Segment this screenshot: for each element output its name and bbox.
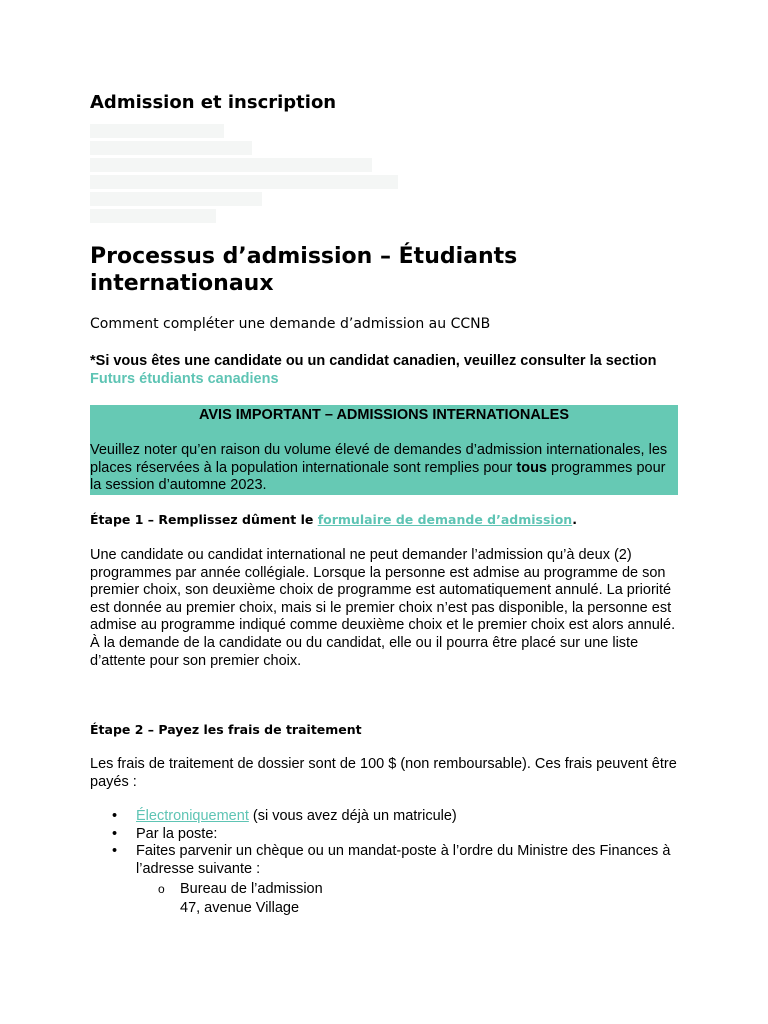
redacted-line: [90, 175, 398, 189]
bullet-icon: •: [112, 825, 118, 842]
redacted-line: [90, 141, 252, 155]
notice-text-end: programmes pour la session d’automne 2023.: [90, 459, 666, 493]
redacted-line: [90, 124, 224, 138]
step-1-period: .: [572, 512, 577, 527]
notice-title: AVIS IMPORTANT – ADMISSIONS INTERNATIONALES: [198, 407, 570, 423]
canadian-note: [90, 352, 680, 388]
mailing-address: [158, 880, 323, 917]
payment-methods-list: [90, 808, 680, 878]
list-item-text: (si vous avez déjà un matricule): [248, 808, 457, 824]
note-text: *Si vous êtes une candidate ou un candidat canadien, veuillez consulter la section: [90, 353, 657, 369]
bullet-icon: •: [112, 808, 118, 824]
notice-text: Veuillez noter qu’en raison du volume élevé de demandes d’admission internationales, les places réservées à la population internationale sont remplies pour: [90, 442, 668, 476]
step-1-paragraph: Une candidate ou candidat international ne peut demander l’admission qu’à deux (2) programmes par année collégiale. Lorsque la personne est admise au programme de son premier choix, son deuxième choix de programme est automatiquement annulé. La priorité est donnée au premier choix, mais si le premier choix n’est pas disponible, la personne est admise au programme indiqué comme deuxième choix et le premier choix est alors annulé. À la demande de la candidate ou du candidat, elle ou il pourra être placé sur une liste d’attente pour son premier choix.: [90, 547, 676, 669]
list-item-text: Faites parvenir un chèque ou un mandat-poste à l’ordre du Ministre des Finances à l’adresse suivante :: [136, 843, 671, 877]
step-1-label: Étape 1 – Remplissez dûment le: [90, 512, 318, 527]
address-line-2: 47, avenue Village: [180, 899, 300, 916]
step-1-heading: [90, 512, 577, 528]
list-item-text: Par la poste:: [136, 825, 218, 842]
link-electroniquement[interactable]: Électroniquement: [136, 808, 249, 824]
redacted-line: [90, 192, 262, 206]
notice-body: [90, 442, 678, 495]
redacted-line: [90, 158, 372, 172]
link-formulaire-admission[interactable]: formulaire de demande d’admission: [317, 512, 573, 527]
sub-bullet-icon: o: [158, 882, 165, 896]
section-heading: Admission et inscription: [90, 92, 337, 113]
list-item: [90, 808, 680, 826]
important-notice: [90, 405, 678, 495]
link-futurs-etudiants[interactable]: Futurs étudiants canadiens: [90, 371, 279, 387]
step-2-heading: Étape 2 – Payez les frais de traitement: [90, 722, 362, 737]
notice-emphasis: tous: [516, 459, 547, 476]
address-line-1: Bureau de l’admission: [180, 881, 323, 897]
subtitle: Comment compléter une demande d’admission au CCNB: [90, 316, 491, 332]
page-title: Processus d’admission – Étudiants internationaux: [90, 244, 518, 296]
list-item: [90, 826, 680, 844]
bullet-icon: •: [112, 843, 118, 860]
list-item: [90, 843, 680, 878]
step-2-paragraph: Les frais de traitement de dossier sont de 100 $ (non remboursable). Ces frais peuvent être payés :: [90, 756, 677, 790]
redacted-line: [90, 209, 216, 223]
